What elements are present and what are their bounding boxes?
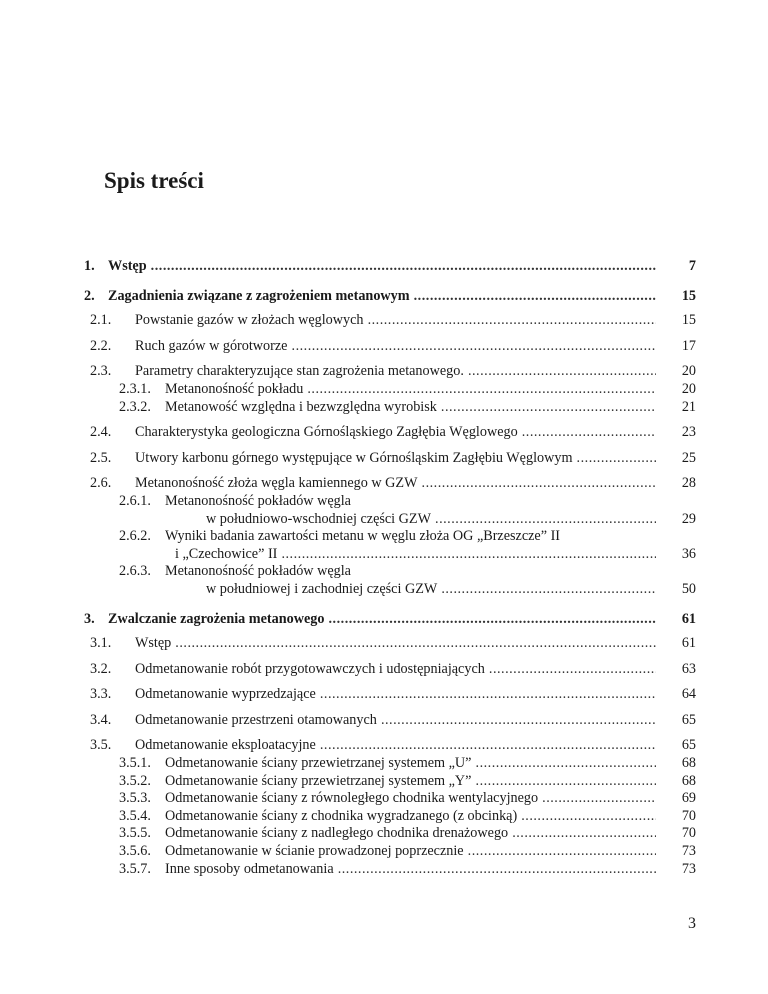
toc-entry-number: 1. xyxy=(84,258,95,274)
toc-entry xyxy=(84,611,696,629)
toc-entry-title: Odmetanowanie ściany z chodnika wygradzanego (z obcinką) ..... xyxy=(165,808,656,826)
toc-entry-title: Metanonośność pokładu ..... xyxy=(165,381,656,399)
page-title: Spis treści xyxy=(104,168,204,193)
toc-entry-number: 3.4. xyxy=(90,711,112,728)
toc-entry-title: Odmetanowanie przestrzeni otamowanych ..... xyxy=(135,712,656,730)
toc-entry xyxy=(84,773,696,791)
toc-entry-title: Odmetanowanie eksploatacyjne ..... xyxy=(135,737,656,755)
toc-entry xyxy=(84,861,696,879)
toc-entry-title: Odmetanowanie ściany z równoległego chodnika wentylacyjnego ..... xyxy=(165,790,656,808)
toc-entry xyxy=(84,755,696,773)
toc-entry-title: Utwory karbonu górnego występujące w Górnośląskim Zagłębiu Węglowym ..... xyxy=(135,450,656,468)
toc-entry-page: 61 xyxy=(681,635,696,652)
toc-entry-page xyxy=(656,528,696,546)
toc-entry-number: 2.6.2. xyxy=(119,528,151,545)
toc-entry xyxy=(84,790,696,808)
toc-entry-page xyxy=(656,563,696,581)
toc-entry-page xyxy=(656,493,696,511)
table-of-contents xyxy=(84,246,696,878)
toc-entry xyxy=(84,546,696,564)
toc-entry-title: Zwalczanie zagrożenia metanowego ..... xyxy=(108,611,656,629)
toc-entry-title: Metanowość względna i bezwzględna wyrobisk ..... xyxy=(165,399,656,417)
toc-entry xyxy=(84,424,696,442)
toc-entry xyxy=(84,450,696,468)
toc-entry-title: Odmetanowanie ściany przewietrzanej systemem „Y” ..... xyxy=(165,773,656,791)
toc-entry-title: Zagadnienia związane z zagrożeniem metanowym ..... xyxy=(108,288,656,306)
toc-entry xyxy=(84,843,696,861)
toc-entry-page: 65 xyxy=(681,737,696,754)
toc-entry xyxy=(84,808,696,826)
toc-entry-number: 3.5.3. xyxy=(119,790,151,807)
toc-entry xyxy=(84,581,696,599)
toc-entry xyxy=(84,258,696,276)
toc-entry-page: 63 xyxy=(681,660,696,677)
toc-entry xyxy=(84,475,696,493)
toc-entry-page: 23 xyxy=(681,424,696,441)
toc-entry-number: 3.5.1. xyxy=(119,755,151,772)
toc-entry-title: Ruch gazów w górotworze ..... xyxy=(135,338,656,356)
toc-entry-page: 73 xyxy=(681,860,696,877)
toc-entry xyxy=(84,363,696,381)
toc-entry-page: 15 xyxy=(681,312,696,329)
toc-entry-page: 29 xyxy=(681,510,696,527)
toc-entry-number: 2.6. xyxy=(90,475,112,492)
toc-entry-page: 64 xyxy=(681,686,696,703)
toc-entry-number: 3.5.5. xyxy=(119,825,151,842)
toc-entry-title: Odmetanowanie ściany z nadległego chodnika drenażowego ..... xyxy=(165,825,656,843)
toc-entry-page: 70 xyxy=(681,825,696,842)
toc-entry-number: 3.5.4. xyxy=(119,807,151,824)
toc-entry-title: Odmetanowanie w ścianie prowadzonej poprzecznie ..... xyxy=(165,843,656,861)
toc-entry xyxy=(84,825,696,843)
toc-entry-page: 61 xyxy=(681,610,696,627)
toc-entry-number: 2.1. xyxy=(90,312,112,329)
toc-entry-title: w południowo-wschodniej części GZW ..... xyxy=(84,511,656,529)
toc-entry-title: Charakterystyka geologiczna Górnośląskiego Zagłębia Węglowego ..... xyxy=(135,424,656,442)
toc-entry-title: Inne sposoby odmetanowania ..... xyxy=(165,861,656,879)
toc-entry-page: 7 xyxy=(688,258,696,274)
toc-entry-page: 50 xyxy=(681,580,696,597)
toc-entry-page: 65 xyxy=(681,711,696,728)
toc-entry-page: 68 xyxy=(681,772,696,789)
toc-entry-page: 28 xyxy=(681,475,696,492)
toc-entry-page: 20 xyxy=(681,380,696,397)
toc-entry xyxy=(84,338,696,356)
toc-entry xyxy=(84,635,696,653)
toc-entry-page: 70 xyxy=(681,807,696,824)
toc-entry xyxy=(84,493,696,511)
toc-entry-number: 3.5.2. xyxy=(119,772,151,789)
toc-entry-page: 17 xyxy=(681,337,696,354)
toc-entry-page: 68 xyxy=(681,755,696,772)
toc-entry-number: 2.3.1. xyxy=(119,380,151,397)
toc-entry xyxy=(84,381,696,399)
toc-entry-number: 3.2. xyxy=(90,660,112,677)
toc-entry-number: 2.5. xyxy=(90,449,112,466)
toc-entry-number: 2.6.1. xyxy=(119,492,151,509)
toc-entry-number: 3.5.6. xyxy=(119,843,151,860)
toc-entry xyxy=(84,737,696,755)
toc-entry-number: 2.4. xyxy=(90,424,112,441)
toc-entry-title: Odmetanowanie robót przygotowawczych i udostępniających ..... xyxy=(135,661,656,679)
toc-entry-page: 25 xyxy=(681,449,696,466)
toc-entry-title: Parametry charakteryzujące stan zagrożenia metanowego. ..... xyxy=(135,363,656,381)
toc-entry-page: 15 xyxy=(681,287,696,304)
toc-entry xyxy=(84,686,696,704)
toc-entry xyxy=(84,712,696,730)
toc-entry-page: 20 xyxy=(681,363,696,380)
toc-entry-number: 2.3. xyxy=(90,363,112,380)
toc-entry-title: Metanonośność pokładów węgla xyxy=(165,563,351,580)
toc-entry xyxy=(84,399,696,417)
toc-entry-title: Metanonośność złoża węgla kamiennego w GZW ..... xyxy=(135,475,656,493)
toc-entry-number: 2.3.2. xyxy=(119,398,151,415)
toc-entry-page: 69 xyxy=(681,790,696,807)
toc-entry-title: Powstanie gazów w złożach węglowych ..... xyxy=(135,312,656,330)
toc-entry-title: Metanonośność pokładów węgla xyxy=(165,492,351,509)
toc-entry-number: 3.5. xyxy=(90,737,112,754)
toc-entry xyxy=(84,511,696,529)
toc-entry-title: Wyniki badania zawartości metanu w węglu złoża OG „Brzeszcze” II xyxy=(165,528,561,545)
toc-entry-title: Wstęp ..... xyxy=(135,635,656,653)
toc-entry-title: Wstęp ..... xyxy=(108,258,656,276)
toc-entry-number: 2.2. xyxy=(90,337,112,354)
page-number: 3 xyxy=(688,915,696,932)
toc-entry-number: 2.6.3. xyxy=(119,563,151,580)
toc-entry-title: Odmetanowanie wyprzedzające ..... xyxy=(135,686,656,704)
toc-entry-number: 3.5.7. xyxy=(119,860,151,877)
toc-entry-title: i „Czechowice” II ..... xyxy=(84,546,656,564)
toc-entry xyxy=(84,528,696,546)
toc-entry-title: Odmetanowanie ściany przewietrzanej systemem „U” ..... xyxy=(165,755,656,773)
toc-entry-number: 3. xyxy=(84,610,95,627)
toc-entry xyxy=(84,312,696,330)
toc-entry-page: 36 xyxy=(681,545,696,562)
toc-entry-number: 2. xyxy=(84,287,95,304)
toc-entry-page: 73 xyxy=(681,843,696,860)
toc-entry-page: 21 xyxy=(681,398,696,415)
toc-entry xyxy=(84,661,696,679)
toc-entry-title: w południowej i zachodniej części GZW ..... xyxy=(84,581,656,599)
toc-entry-number: 3.3. xyxy=(90,686,112,703)
toc-entry-number: 3.1. xyxy=(90,635,112,652)
toc-entry xyxy=(84,288,696,306)
toc-entry xyxy=(84,563,696,581)
